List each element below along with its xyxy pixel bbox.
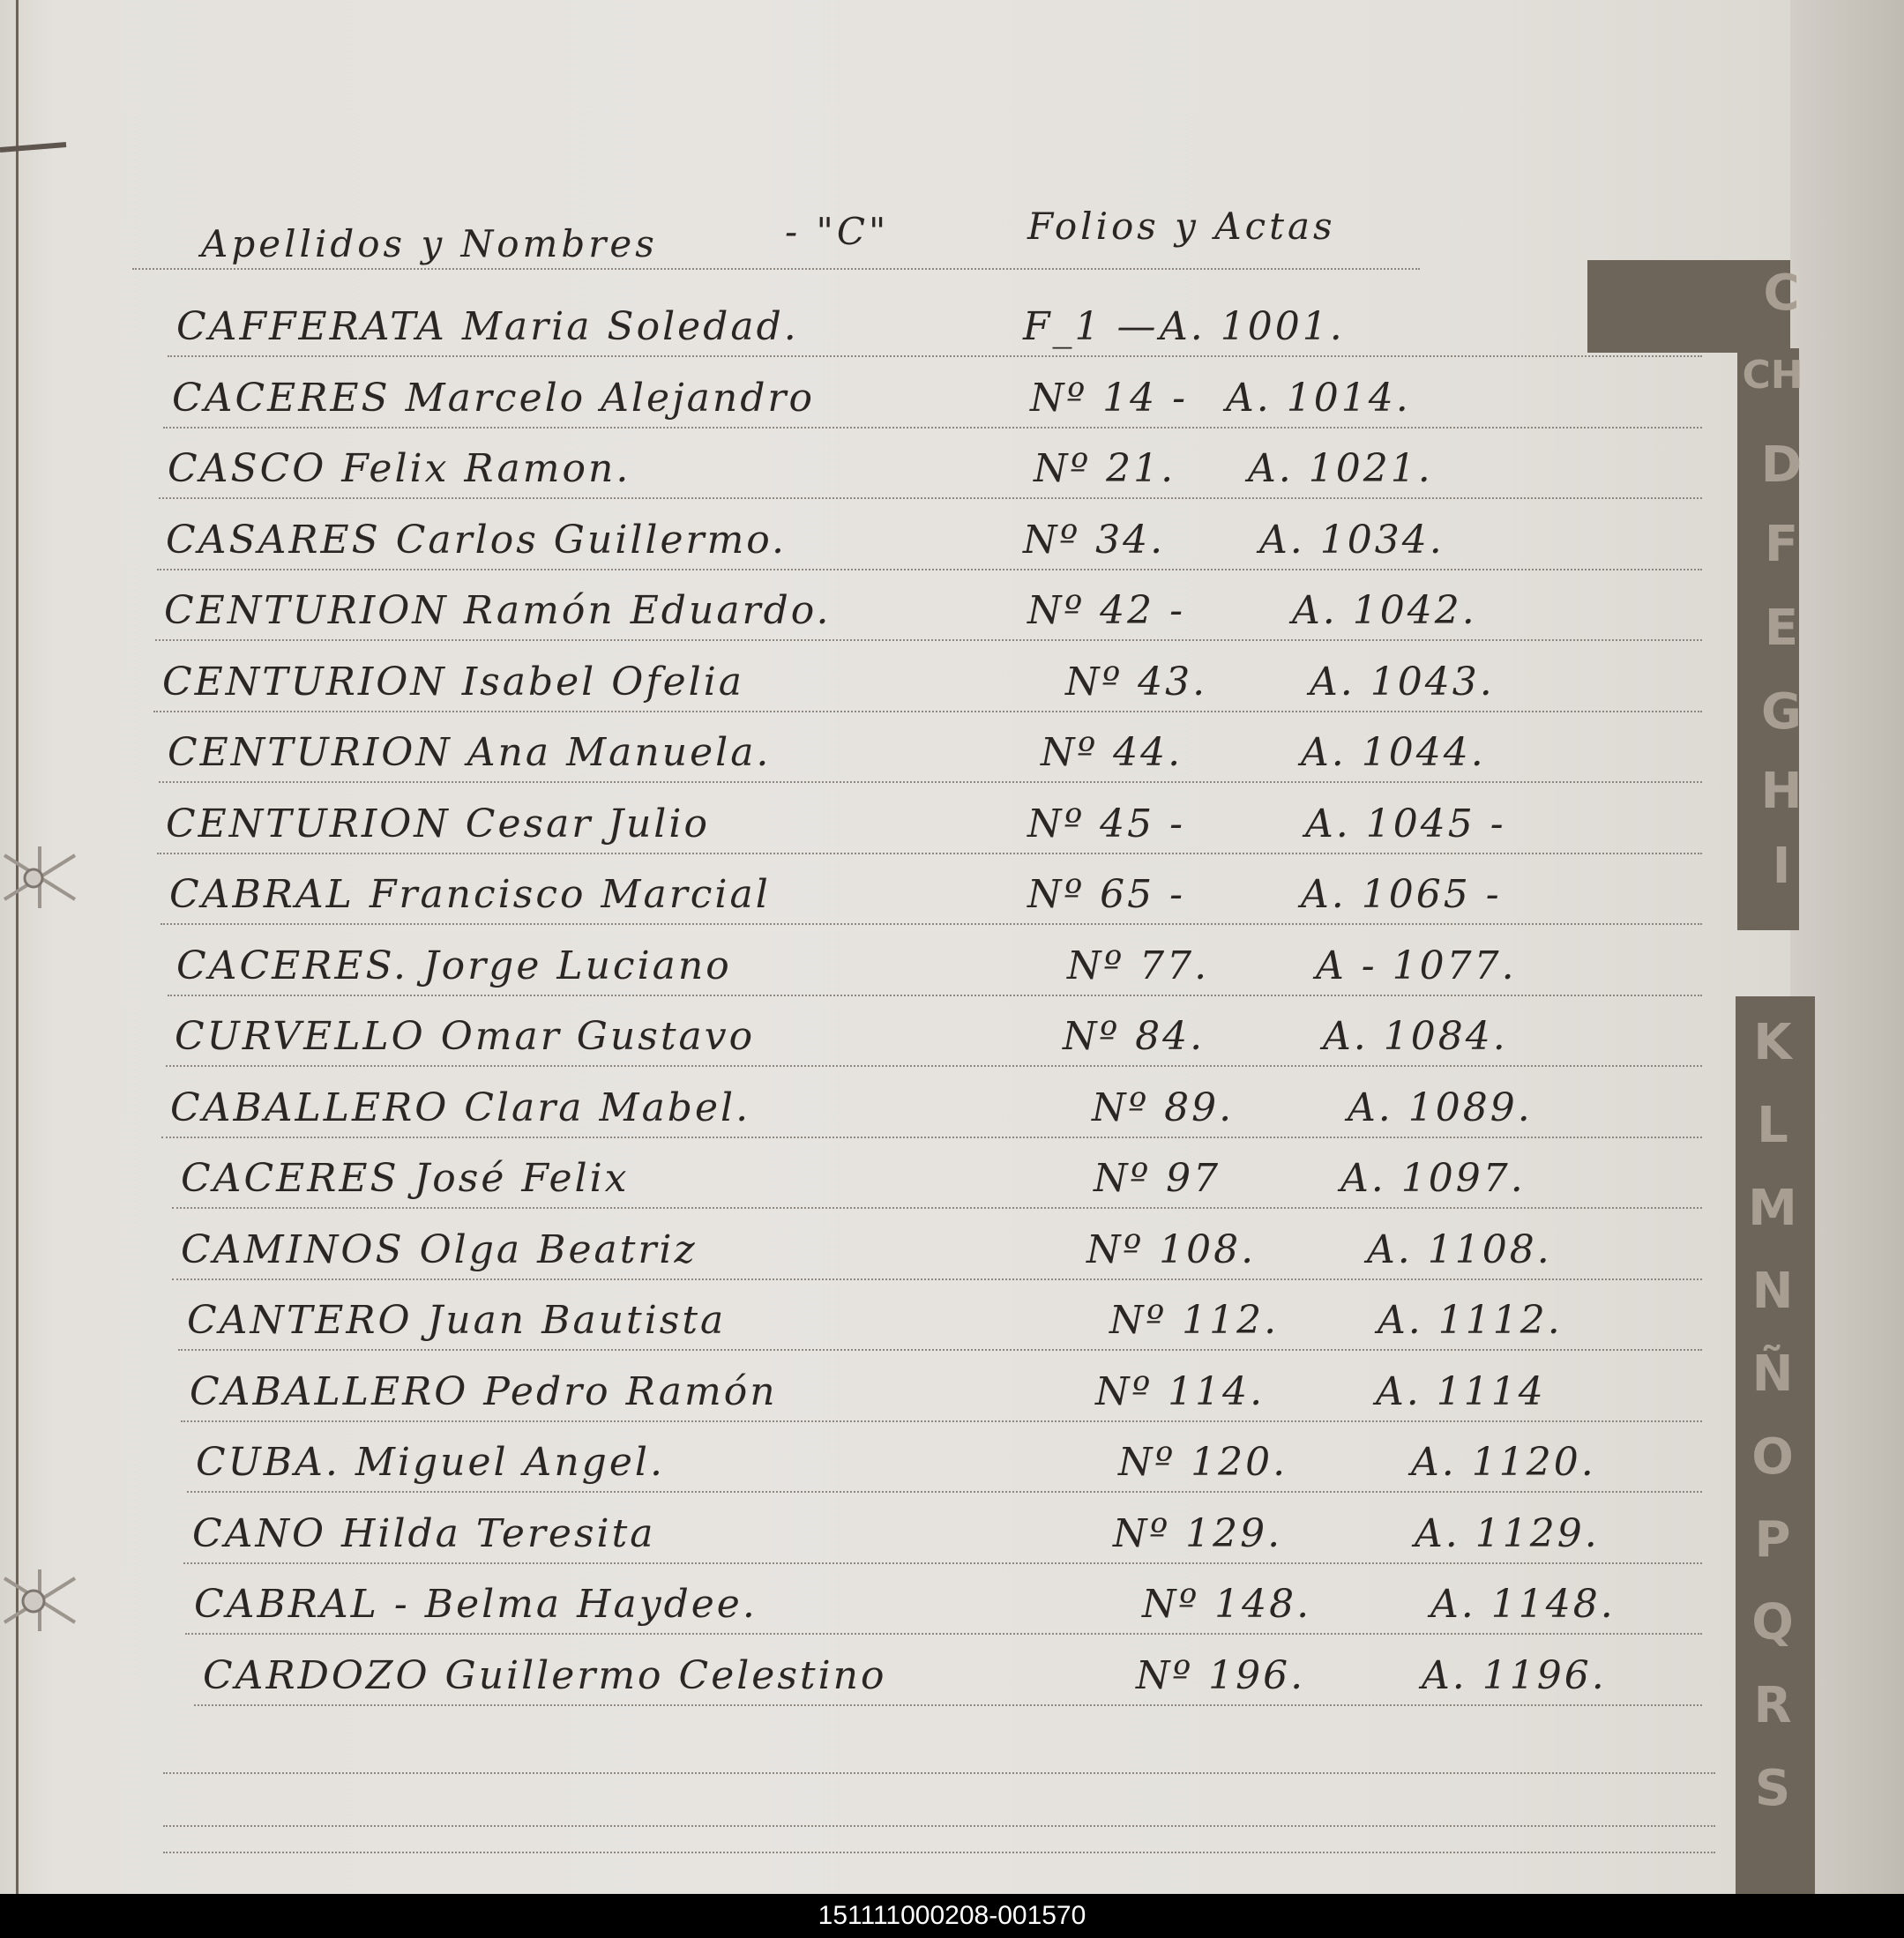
entry-name: CENTURION Cesar Julio bbox=[166, 801, 710, 846]
entry-name: CACERES Marcelo Alejandro bbox=[172, 375, 815, 421]
ledger-line bbox=[166, 1065, 1702, 1067]
entry-acta: A. 1045 - bbox=[1305, 801, 1506, 846]
entry-acta: A. 1089. bbox=[1348, 1085, 1533, 1130]
entry-name: CASCO Felix Ramon. bbox=[168, 446, 631, 491]
ledger-line bbox=[161, 1137, 1702, 1138]
index-letter: H bbox=[1760, 763, 1803, 820]
ledger-line bbox=[168, 995, 1702, 996]
entry-acta: A. 1084. bbox=[1323, 1014, 1508, 1059]
index-letter: R bbox=[1753, 1677, 1792, 1734]
index-letter: D bbox=[1760, 436, 1803, 494]
entry-folio: Nº 77. bbox=[1067, 943, 1210, 988]
entry-name: CANTERO Juan Bautista bbox=[187, 1298, 727, 1343]
entry-acta: A. 1112. bbox=[1378, 1298, 1563, 1343]
entry-folio: Nº 44. bbox=[1041, 730, 1183, 775]
ledger-line bbox=[159, 781, 1702, 783]
entry-name: CACERES. Jorge Luciano bbox=[176, 943, 732, 988]
entry-acta: A. 1120. bbox=[1411, 1440, 1596, 1485]
index-tab-strip bbox=[1742, 0, 1904, 1894]
index-letter: F bbox=[1764, 516, 1799, 573]
clip-mark-icon bbox=[0, 132, 71, 168]
entry-folio: Nº 21. bbox=[1034, 446, 1176, 491]
entry-acta: A - 1077. bbox=[1316, 943, 1517, 988]
entry-folio: Nº 148. bbox=[1142, 1582, 1312, 1627]
entry-folio: F_1 — bbox=[1023, 304, 1159, 349]
ledger-line bbox=[163, 427, 1702, 429]
entry-name: CARDOZO Guillermo Celestino bbox=[203, 1652, 887, 1698]
index-letter: Q bbox=[1751, 1594, 1794, 1651]
entry-name: CABALLERO Pedro Ramón bbox=[190, 1368, 778, 1414]
entry-name: CABRAL Francisco Marcial bbox=[169, 872, 771, 917]
entry-name: CAFFERATA Maria Soledad. bbox=[176, 304, 799, 349]
entry-name: CABRAL - Belma Haydee. bbox=[194, 1582, 758, 1627]
entry-acta: A. 1043. bbox=[1310, 659, 1495, 704]
entry-acta: A. 1001. bbox=[1160, 304, 1345, 349]
ledger-line bbox=[194, 1704, 1702, 1706]
entry-name: CURVELLO Omar Gustavo bbox=[175, 1014, 756, 1059]
index-letter: M bbox=[1748, 1180, 1797, 1237]
entry-folio: Nº 196. bbox=[1136, 1652, 1306, 1698]
ledger-line bbox=[132, 268, 1420, 270]
ledger-line bbox=[159, 497, 1702, 499]
index-letter: K bbox=[1753, 1014, 1792, 1071]
index-letter: P bbox=[1754, 1511, 1791, 1569]
index-letter: CH bbox=[1742, 353, 1803, 398]
entry-folio: Nº 45 - bbox=[1027, 801, 1186, 846]
binding-stitch-icon bbox=[0, 1569, 79, 1631]
entry-acta: A. 1148. bbox=[1430, 1582, 1616, 1627]
entry-name: CUBA. Miguel Angel. bbox=[196, 1440, 665, 1485]
letter-section-header: - "C" bbox=[785, 210, 890, 253]
ledger-line bbox=[163, 1852, 1715, 1853]
folios-column-header: Folios y Actas bbox=[1027, 205, 1336, 248]
ledger-line bbox=[172, 1278, 1702, 1280]
index-letter: E bbox=[1764, 600, 1799, 657]
binding-stitch-icon bbox=[0, 846, 79, 908]
ledger-line bbox=[172, 1207, 1702, 1209]
entry-folio: Nº 42 - bbox=[1027, 588, 1186, 633]
entry-folio: Nº 65 - bbox=[1027, 872, 1186, 917]
index-letter: N bbox=[1751, 1263, 1794, 1320]
entry-folio: Nº 114. bbox=[1095, 1368, 1266, 1414]
ledger-line bbox=[157, 569, 1702, 570]
ledger-line bbox=[157, 853, 1702, 854]
index-letter: C bbox=[1763, 265, 1800, 322]
ledger-line bbox=[168, 355, 1702, 357]
ledger-line bbox=[185, 1633, 1702, 1635]
entry-folio: Nº 89. bbox=[1092, 1085, 1235, 1130]
index-letter: I bbox=[1772, 838, 1791, 895]
entry-acta: A. 1034. bbox=[1259, 517, 1445, 563]
entry-folio: Nº 97 bbox=[1094, 1156, 1221, 1201]
index-letter: Ñ bbox=[1751, 1345, 1794, 1403]
ledger-line bbox=[181, 1420, 1702, 1422]
entry-acta: A. 1097. bbox=[1340, 1156, 1526, 1201]
ledger-line bbox=[155, 639, 1702, 641]
ledger-line bbox=[183, 1562, 1702, 1564]
entry-name: CASARES Carlos Guillermo. bbox=[166, 517, 787, 563]
entry-acta: A. 1021. bbox=[1248, 446, 1433, 491]
index-letter: G bbox=[1761, 683, 1802, 741]
entry-acta: A. 1129. bbox=[1415, 1510, 1600, 1556]
entry-acta: A. 1114 bbox=[1376, 1368, 1546, 1414]
entry-acta: A. 1065 - bbox=[1301, 872, 1502, 917]
entry-name: CENTURION Ana Manuela. bbox=[168, 730, 772, 775]
entry-acta: A. 1044. bbox=[1301, 730, 1486, 775]
ledger-line bbox=[161, 923, 1702, 925]
entry-folio: Nº 84. bbox=[1063, 1014, 1206, 1059]
entry-folio: Nº 14 - bbox=[1030, 375, 1189, 421]
entry-folio: Nº 112. bbox=[1109, 1298, 1280, 1343]
index-letter: S bbox=[1754, 1760, 1791, 1817]
entry-acta: A. 1196. bbox=[1422, 1652, 1607, 1698]
entry-name: CAMINOS Olga Beatriz bbox=[181, 1226, 698, 1272]
entry-folio: Nº 129. bbox=[1113, 1510, 1283, 1556]
ledger-line bbox=[163, 1772, 1715, 1774]
ledger-line bbox=[187, 1491, 1702, 1493]
entry-folio: Nº 43. bbox=[1065, 659, 1208, 704]
entry-folio: Nº 34. bbox=[1023, 517, 1166, 563]
entry-acta: A. 1108. bbox=[1367, 1226, 1552, 1272]
entry-name: CENTURION Ramón Eduardo. bbox=[164, 588, 832, 633]
index-letter: L bbox=[1757, 1097, 1788, 1154]
document-id: 151111000208-001570 bbox=[818, 1901, 1086, 1930]
scan-footer bbox=[0, 1894, 1904, 1938]
entry-acta: A. 1042. bbox=[1292, 588, 1477, 633]
entry-folio: Nº 120. bbox=[1118, 1440, 1288, 1485]
ledger-line bbox=[153, 711, 1702, 712]
entry-folio: Nº 108. bbox=[1086, 1226, 1257, 1272]
entry-name: CANO Hilda Teresita bbox=[192, 1510, 656, 1556]
ledger-line bbox=[178, 1349, 1702, 1351]
index-letter: O bbox=[1751, 1428, 1794, 1486]
ledger-line bbox=[163, 1825, 1715, 1827]
names-column-header: Apellidos y Nombres bbox=[201, 222, 658, 265]
entry-name: CABALLERO Clara Mabel. bbox=[170, 1085, 751, 1130]
entry-acta: A. 1014. bbox=[1226, 375, 1411, 421]
entry-name: CACERES José Felix bbox=[181, 1156, 630, 1201]
entry-name: CENTURION Isabel Ofelia bbox=[162, 659, 745, 704]
